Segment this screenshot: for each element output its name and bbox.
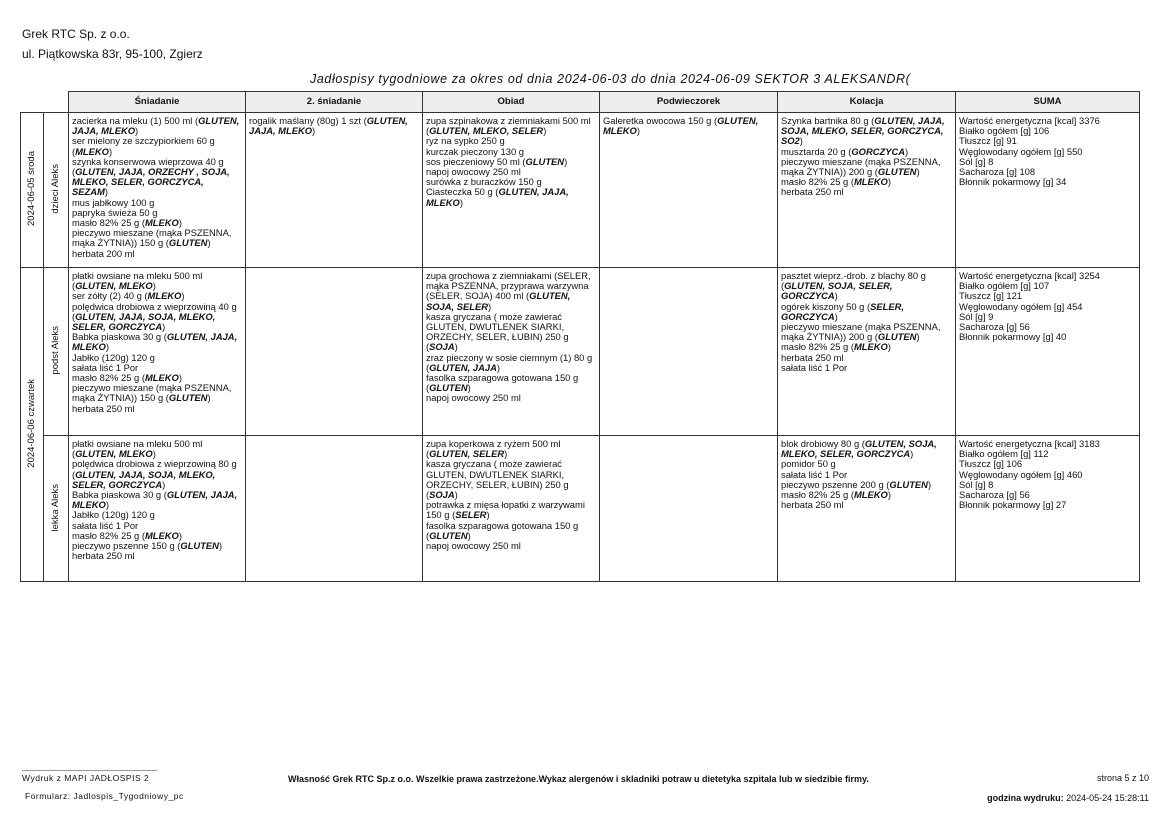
allergen-text: GLUTEN, JAJA <box>429 361 497 373</box>
item-text: ogórek kiszony 50 g ( <box>781 300 871 312</box>
diet-cell <box>44 113 69 268</box>
item-text: ) <box>834 310 838 322</box>
diet-label: lekka Aleks <box>49 483 61 532</box>
item-text: ( <box>72 448 76 460</box>
item-text: płatki owsiane na mleku 500 ml <box>72 438 203 449</box>
item-text: Babka piaskowa 30 g ( <box>72 489 167 501</box>
item-text: ) <box>454 341 458 353</box>
allergen-text: GLUTEN <box>429 529 468 541</box>
item-text: masło 82% 25 g ( <box>781 176 854 188</box>
col-header-podwieczorek: Podwieczorek <box>600 92 778 113</box>
document-title: Jadłospisy tygodniowe za okres od dnia 2024-06-03 do dnia 2024-06-09 SEKTOR 3 ALEKSANDR( <box>310 72 911 86</box>
cell-line <box>781 126 952 136</box>
date-label: 2024-06-06 czwartek <box>25 379 37 468</box>
allergen-text: GLUTEN, JAJA, <box>874 115 945 126</box>
cell-line <box>959 332 1136 342</box>
allergen-text: MLEKO <box>147 290 182 302</box>
meal-cell-kolacja <box>778 436 956 582</box>
item-text: sałata liść 1 Por <box>781 361 848 373</box>
item-text: potrawka z mięsa łopatki z warzywami <box>426 499 585 511</box>
item-text: masło 82% 25 g ( <box>781 489 854 501</box>
diet-label: podst Aleks <box>49 326 61 375</box>
col-header-sniadanie: Śniadanie <box>69 92 246 113</box>
col-header-suma: SUMA <box>956 92 1140 113</box>
allergen-text: MLEKO, SELER, GORCZYCA, SEZAM <box>72 176 204 198</box>
item-text: zupa koperkowa z ryżem 500 ml <box>426 438 561 449</box>
meal-cell-2-sniadanie <box>246 436 423 582</box>
item-text: ) <box>834 290 838 302</box>
item-text: pieczywo pszenne 150 g ( <box>72 540 181 552</box>
item-text: ( <box>72 166 76 178</box>
table-header-row <box>21 92 1140 113</box>
allergen-text: SO2 <box>781 135 800 147</box>
item-text: Wartość energetyczna [kcal] 3254 <box>959 270 1100 281</box>
item-text: ) <box>152 448 156 460</box>
item-text: mąka ŻYTNIA)) 150 g ( <box>72 237 169 249</box>
item-text: mąka ŻYTNIA)) 200 g ( <box>781 166 878 178</box>
allergen-text: SELER, GORCZYCA <box>72 478 163 490</box>
item-text: GLUTEN, DWUTLENEK SIARKI, <box>426 468 565 480</box>
item-text: kurczak pieczony 130 g <box>426 145 524 157</box>
item-text: ) <box>178 372 182 384</box>
item-text: ) <box>916 331 920 343</box>
cell-line <box>72 177 242 197</box>
allergen-text: GLUTEN, <box>366 115 408 126</box>
item-text: płatki owsiane na mleku 500 ml <box>72 270 203 281</box>
company-address: ul. Piątkowska 83r, 95-100, Zgierz <box>22 47 203 61</box>
meal-cell-podwieczorek <box>600 436 778 582</box>
item-text: ser żółty (2) 40 g ( <box>72 290 148 302</box>
col-header-kolacja: Kolacja <box>778 92 956 113</box>
table-row <box>21 113 1140 268</box>
meal-cell-sniadanie <box>69 436 246 582</box>
allergen-text: GLUTEN <box>525 155 565 167</box>
allergen-text: SELER, GORCZYCA <box>72 321 163 333</box>
item-text: Wartość energetyczna [kcal] 3183 <box>959 438 1100 449</box>
allergen-text: MLEKO, SELER, GORCZYCA <box>781 448 911 460</box>
footer-printout: Wydruk z MAPI JADŁOSPIS 2 <box>22 773 150 783</box>
item-text: ) <box>178 217 182 229</box>
allergen-text: GLUTEN <box>180 540 219 552</box>
item-text: Białko ogółem [g] 106 <box>959 125 1050 137</box>
item-text: Tłuszcz [g] 91 <box>959 135 1017 147</box>
item-text: Sól [g] 8 <box>959 478 994 490</box>
allergen-text: MLEKO <box>144 529 179 541</box>
allergen-text: GORCZYCA <box>851 145 906 157</box>
item-text: ser mielony ze szczypiorkiem 60 g <box>72 135 215 147</box>
item-text: Szynka bartnika 80 g ( <box>781 115 875 126</box>
item-text: ) <box>459 196 463 208</box>
meal-cell-sniadanie <box>69 268 246 436</box>
item-text: ) <box>207 392 211 404</box>
allergen-text: GLUTEN <box>877 166 917 178</box>
item-text: ) <box>887 489 891 501</box>
cell-line <box>72 551 242 561</box>
allergen-text: GLUTEN, JAJA, <box>498 186 569 198</box>
allergen-text: GLUTEN, SELER <box>429 448 505 460</box>
item-text: Węglowodany ogółem [g] 550 <box>959 145 1083 157</box>
allergen-text: GLUTEN, MLEKO, SELER <box>429 125 544 137</box>
item-text: ) <box>467 382 471 394</box>
diet-cell <box>44 268 69 436</box>
item-text: ( <box>72 468 76 480</box>
date-label: 2024-06-05 środa <box>25 151 37 227</box>
date-cell <box>21 113 44 268</box>
item-text: Jabłko (120g) 120 g <box>72 509 155 521</box>
cell-line <box>426 541 596 551</box>
item-text: masło 82% 25 g ( <box>72 529 145 541</box>
item-text: herbata 250 ml <box>781 499 844 511</box>
print-time-label: godzina wydruku: <box>987 793 1064 803</box>
cell-line <box>781 500 952 510</box>
allergen-text: JAJA, MLEKO <box>72 125 136 137</box>
meal-cell-sniadanie <box>69 113 246 268</box>
item-text: Tłuszcz [g] 106 <box>959 458 1023 470</box>
item-text: sałata liść 1 Por <box>72 519 139 531</box>
cell-line <box>72 404 242 414</box>
item-text: ) <box>218 540 223 552</box>
footer-page-number: strona 5 z 10 <box>1096 773 1149 783</box>
item-text: ( <box>426 125 430 137</box>
item-text: ) <box>178 529 182 541</box>
item-text: musztarda 20 g ( <box>781 145 852 157</box>
item-text: ) <box>887 341 891 353</box>
cell-line <box>603 126 774 136</box>
item-text: kasza gryczana ( może zawierać <box>426 310 562 322</box>
item-text: polędwica drobiowa z wieprzowiną 40 g <box>72 300 237 312</box>
allergen-text: MLEKO <box>853 489 888 501</box>
company-name: Grek RTC Sp. z o.o. <box>22 27 130 41</box>
item-text: Węglowodany ogółem [g] 460 <box>959 468 1083 480</box>
item-text: ) <box>152 280 156 292</box>
item-text: GLUTEN, DWUTLENEK SIARKI, <box>426 321 565 333</box>
allergen-text: GLUTEN, JAJA, <box>166 331 238 343</box>
item-text: zupa szpinakowa z ziemniakami 500 ml <box>426 115 591 126</box>
company-header <box>22 24 203 64</box>
item-text: Babka piaskowa 30 g ( <box>72 331 167 343</box>
item-text: ) <box>162 478 166 490</box>
header-blank <box>21 92 44 113</box>
item-text: ) <box>104 186 108 198</box>
item-text: ) <box>636 125 640 137</box>
allergen-text: GLUTEN, <box>198 115 240 126</box>
menu-table <box>20 91 1140 582</box>
item-text: ( <box>426 448 430 460</box>
item-text: ) <box>916 166 920 178</box>
item-text: ) <box>927 478 932 490</box>
allergen-text: MLEKO <box>72 499 106 511</box>
item-text: pieczywo pszenne 200 g ( <box>781 478 890 490</box>
item-text: papryka świeża 50 g <box>72 206 158 218</box>
allergen-text: MLEKO <box>144 217 179 229</box>
item-text: ) <box>496 361 500 373</box>
item-text: napoj owocowy 250 ml <box>426 166 521 178</box>
item-text: Sacharoza [g] 56 <box>959 321 1030 333</box>
allergen-text: JAJA, MLEKO <box>249 125 313 137</box>
allergen-text: SOJA <box>429 341 455 353</box>
item-text: ( <box>426 361 430 373</box>
meal-cell-obiad <box>423 113 600 268</box>
item-text: Błonnik pokarmowy [g] 40 <box>959 331 1067 343</box>
allergen-text: SOJA, SELER <box>426 300 488 312</box>
item-text: mus jabłkowy 100 g <box>72 196 155 208</box>
cell-line <box>959 177 1136 187</box>
item-text: pieczywo mieszane (mąka PSZENNA, <box>72 227 232 239</box>
item-text: ) <box>181 290 185 302</box>
item-text: fasolka szparagowa gotowana 150 g <box>426 372 579 384</box>
item-text: ORZECHY, SELER, ŁUBIN) 250 g <box>426 478 569 490</box>
item-text: herbata 250 ml <box>72 550 135 562</box>
item-text: ORZECHY, SELER, ŁUBIN) 250 g <box>426 331 569 343</box>
item-text: ryż na sypko 250 g <box>426 135 505 147</box>
meal-cell-obiad <box>423 268 600 436</box>
meal-cell-kolacja <box>778 268 956 436</box>
item-text: ) <box>162 321 166 333</box>
item-text: ) <box>312 125 316 137</box>
allergen-text: GLUTEN, <box>717 115 759 126</box>
allergen-text: GLUTEN, SOJA, SELER, <box>784 280 893 292</box>
item-text: Błonnik pokarmowy [g] 34 <box>959 176 1067 188</box>
item-text: Wartość energetyczna [kcal] 3376 <box>959 115 1100 126</box>
allergen-text: GLUTEN <box>168 237 208 249</box>
item-text: ( <box>72 310 76 322</box>
item-text: pieczywo mieszane (mąka PSZENNA, <box>72 382 232 394</box>
date-cell <box>21 268 44 582</box>
item-text: ) <box>467 529 471 541</box>
item-text: herbata 200 ml <box>72 247 135 259</box>
item-text: ( <box>426 341 430 353</box>
meal-cell-podwieczorek <box>600 268 778 436</box>
item-text: ( <box>426 489 430 501</box>
item-text: ( <box>781 280 785 292</box>
item-text: mąka PSZENNA, przyprawa warzywna <box>426 280 589 292</box>
allergen-text: GLUTEN, JAJA, ORZECHY , SOJA, <box>75 166 230 178</box>
item-text: herbata 250 ml <box>781 351 844 363</box>
item-text: ) <box>105 341 109 353</box>
item-text: ) <box>135 125 139 137</box>
allergen-text: MLEKO <box>426 196 460 208</box>
item-text: pomidor 50 g <box>781 458 836 470</box>
allergen-text: GLUTEN, MLEKO <box>75 280 153 292</box>
item-text: sałata liść 1 Por <box>72 361 139 373</box>
item-text: masło 82% 25 g ( <box>781 341 854 353</box>
item-text: ) <box>108 145 113 157</box>
item-text: rogalik maślany (80g) 1 szt ( <box>249 115 367 126</box>
header-blank <box>44 92 69 113</box>
footer-divider <box>22 770 157 771</box>
item-text: ) <box>799 135 803 147</box>
item-text: sałata liść 1 Por <box>781 468 848 480</box>
item-text: ) <box>905 145 909 157</box>
item-text: ) <box>488 300 492 312</box>
table-row <box>21 268 1140 436</box>
item-text: Tłuszcz [g] 121 <box>959 290 1023 302</box>
summary-cell <box>956 436 1140 582</box>
item-text: Błonnik pokarmowy [g] 27 <box>959 499 1067 511</box>
allergen-text: GLUTEN, JAJA, SOJA, MLEKO, <box>75 468 216 480</box>
item-text: surówka z buraczków 150 g <box>426 176 542 188</box>
meal-cell-obiad <box>423 436 600 582</box>
item-text: szynka konserwowa wieprzowa 40 g <box>72 155 224 167</box>
item-text: masło 82% 25 g ( <box>72 217 145 229</box>
allergen-text: GLUTEN <box>877 331 917 343</box>
allergen-text: SELER <box>455 509 487 521</box>
allergen-text: SOJA <box>429 489 455 501</box>
item-text: (SELER, SOJA) 400 ml ( <box>426 290 530 302</box>
table-row <box>21 436 1140 582</box>
allergen-text: GLUTEN <box>429 382 468 394</box>
item-text: masło 82% 25 g ( <box>72 372 145 384</box>
item-text: pieczywo mieszane (mąka PSZENNA, <box>781 155 941 167</box>
meal-cell-kolacja <box>778 113 956 268</box>
item-text: ) <box>564 155 568 167</box>
item-text: napoj owocowy 250 ml <box>426 540 521 552</box>
item-text: Jabłko (120g) 120 g <box>72 351 155 363</box>
item-text: ) <box>454 489 458 501</box>
item-text: ( <box>426 382 430 394</box>
cell-line <box>781 363 952 373</box>
item-text: Białko ogółem [g] 112 <box>959 448 1049 460</box>
item-text: ) <box>887 176 891 188</box>
item-text: Galeretka owocowa 150 g ( <box>603 115 718 126</box>
col-header-obiad: Obiad <box>423 92 600 113</box>
allergen-text: GLUTEN <box>889 478 928 490</box>
diet-cell <box>44 436 69 582</box>
item-text: herbata 250 ml <box>781 186 844 198</box>
cell-line <box>426 198 596 208</box>
diet-label: dzieci Aleks <box>49 164 61 214</box>
cell-line <box>426 393 596 403</box>
footer-ownership: Własność Grek RTC Sp.z o.o. Wszelkie prawa zastrzeżone.Wykaz alergenów i skladniki potraw u dietetyka szpitala lub w siedzibie firmy. <box>288 774 869 784</box>
allergen-text: MLEKO <box>75 145 109 157</box>
item-text: ) <box>910 448 914 460</box>
item-text: fasolka szparagowa gotowana 150 g <box>426 519 579 531</box>
allergen-text: GLUTEN, JAJA, <box>166 489 238 501</box>
allergen-text: MLEKO <box>853 176 888 188</box>
allergen-text: SELER, <box>870 300 904 312</box>
item-text: ( <box>426 529 430 541</box>
allergen-text: MLEKO <box>603 125 637 137</box>
allergen-text: GLUTEN, <box>529 290 571 302</box>
col-header-2-sniadanie: 2. śniadanie <box>246 92 423 113</box>
item-text: kasza gryczana ( może zawierać <box>426 458 562 470</box>
item-text: mąka ŻYTNIA)) 200 g ( <box>781 331 878 343</box>
item-text: ) <box>543 125 547 137</box>
allergen-text: MLEKO <box>72 341 106 353</box>
meal-cell-2-sniadanie <box>246 268 423 436</box>
item-text: ) <box>504 448 508 460</box>
print-time-value: 2024-05-24 15:28:11 <box>1066 793 1149 803</box>
cell-line <box>959 500 1136 510</box>
allergen-text: GLUTEN, MLEKO <box>75 448 153 460</box>
item-text: zupa grochowa z ziemniakami (SELER, <box>426 270 591 281</box>
allergen-text: MLEKO <box>144 372 179 384</box>
summary-cell <box>956 268 1140 436</box>
item-text: zraz pieczony w sosie ciemnym (1) 80 g <box>426 351 593 363</box>
item-text: zacierka na mleku (1) 500 ml ( <box>72 115 199 126</box>
item-text: Sacharoza [g] 56 <box>959 489 1030 501</box>
allergen-text: GLUTEN, SOJA, <box>864 438 937 449</box>
allergen-text: GLUTEN <box>168 392 208 404</box>
allergen-text: GORCZYCA <box>781 310 835 322</box>
cell-line <box>781 187 952 197</box>
item-text: ( <box>72 280 76 292</box>
item-text: ) <box>207 237 211 249</box>
allergen-text: GLUTEN, JAJA, SOJA, MLEKO, <box>75 310 216 322</box>
footer-form: Formularz: Jadlospis_Tygodniowy_pc <box>25 791 184 801</box>
item-text: Węglowodany ogółem [g] 454 <box>959 300 1083 312</box>
item-text: blok drobiowy 80 g ( <box>781 438 865 449</box>
item-text: polędwica drobiowa z wieprzowiną 80 g <box>72 458 237 470</box>
item-text: ) <box>105 499 109 511</box>
item-text: Białko ogółem [g] 107 <box>959 280 1050 292</box>
item-text: Ciasteczka 50 g ( <box>426 186 499 198</box>
item-text: Sól [g] 9 <box>959 310 994 322</box>
item-text: pasztet wieprz.-drob. z blachy 80 g <box>781 270 926 281</box>
meal-cell-2-sniadanie <box>246 113 423 268</box>
footer-print-time <box>987 793 1149 803</box>
item-text: herbata 250 ml <box>72 402 135 414</box>
item-text: pieczywo mieszane (mąka PSZENNA, <box>781 321 941 333</box>
item-text: ) <box>486 509 490 521</box>
item-text: napoj owocowy 250 ml <box>426 392 521 404</box>
meal-cell-podwieczorek <box>600 113 778 268</box>
cell-line <box>249 126 419 136</box>
allergen-text: MLEKO <box>853 341 888 353</box>
allergen-text: SOJA, MLEKO, SELER, GORCZYCA, <box>781 125 944 137</box>
summary-cell <box>956 113 1140 268</box>
item-text: Sól [g] 8 <box>959 155 994 167</box>
item-text: Sacharoza [g] 108 <box>959 166 1036 178</box>
cell-line <box>72 249 242 259</box>
item-text: 150 g ( <box>426 509 456 521</box>
item-text: mąka ŻYTNIA)) 150 g ( <box>72 392 169 404</box>
item-text: ( <box>72 145 76 157</box>
allergen-text: GORCZYCA <box>781 290 835 302</box>
item-text: sos pieczeniowy 50 ml ( <box>426 155 526 167</box>
